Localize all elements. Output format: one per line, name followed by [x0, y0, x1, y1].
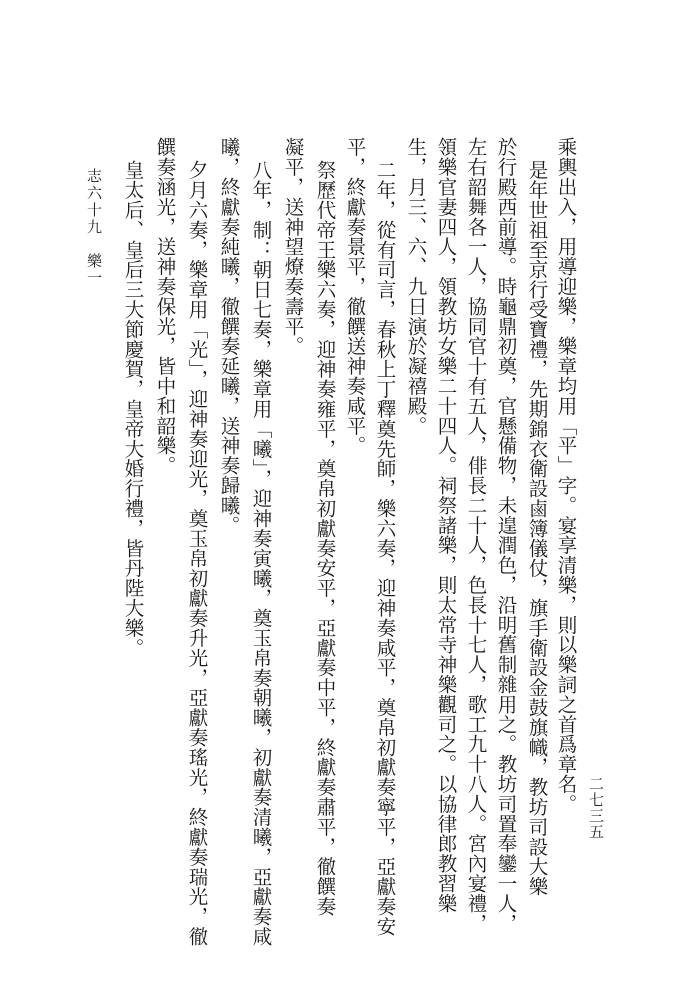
text-column-3: 於行殿西前導。時龜鼎初奠，官懸備物，未遑潤色，沿明舊制雜用之。教坊司置奉鑾一人，	[494, 137, 518, 933]
text-column-11: 八年，制：朝日七奏，樂章用「曦」，迎神奏寅曦，奠玉帛奏朝曦，初獻奏清曦，亞獻奏咸	[249, 160, 273, 947]
text-column-5: 領樂官妻四人，領教坊女樂二十四人。祠祭諸樂，則太常寺神樂觀司之。以協律郎教習樂	[434, 137, 458, 914]
text-column-10: 凝平，送神望燎奏壽平。	[281, 137, 305, 356]
text-column-14: 饌奏涵光，送神奏保光，皆中和韶樂。	[153, 137, 177, 476]
page-number: 二七三五	[587, 776, 605, 840]
text-column-7: 二年，從有司言，春秋上丁釋奠先師，樂六奏，迎神奏咸平，奠帛初獻奏寧平，亞獻奏安	[373, 160, 397, 937]
text-column-1: 乘輿出入，用導迎樂，樂章均用「平」字。宴享清樂，則以樂詞之首爲章名。	[554, 137, 578, 814]
running-title: 志六十九 樂一	[85, 168, 103, 287]
text-column-13: 夕月六奏，樂章用「光」，迎神奏迎光，奠玉帛初獻奏升光，亞獻奏瑤光，終獻奏瑞光，徹	[185, 160, 209, 947]
text-column-6: 生，月三、六、九日演於凝禧殿。	[404, 137, 428, 436]
text-column-9: 祭歷代帝王樂六奏，迎神奏雍平，奠帛初獻奏安平，亞獻奏中平，終獻奏肅平，徹饌奏	[313, 160, 337, 917]
text-column-2: 是年世祖至京行受寶禮，先期錦衣衛設鹵簿儀仗，旗手衛設金鼓旗幟，教坊司設大樂	[525, 160, 549, 897]
text-column-12: 曦，終獻奏純曦，徹饌奏延曦，送神奏歸曦。	[217, 137, 241, 535]
text-column-4: 左右韶舞各一人，協同官十有五人，俳長二十人，色長十七人，歌工九十八人。宮內宴禮，	[464, 137, 488, 933]
text-column-8: 平，終獻奏景平，徹饌送神奏咸平。	[343, 137, 367, 456]
text-column-15: 皇太后、皇后三大節慶賀，皇帝大婚行禮，皆丹陛大樂。	[121, 160, 145, 658]
